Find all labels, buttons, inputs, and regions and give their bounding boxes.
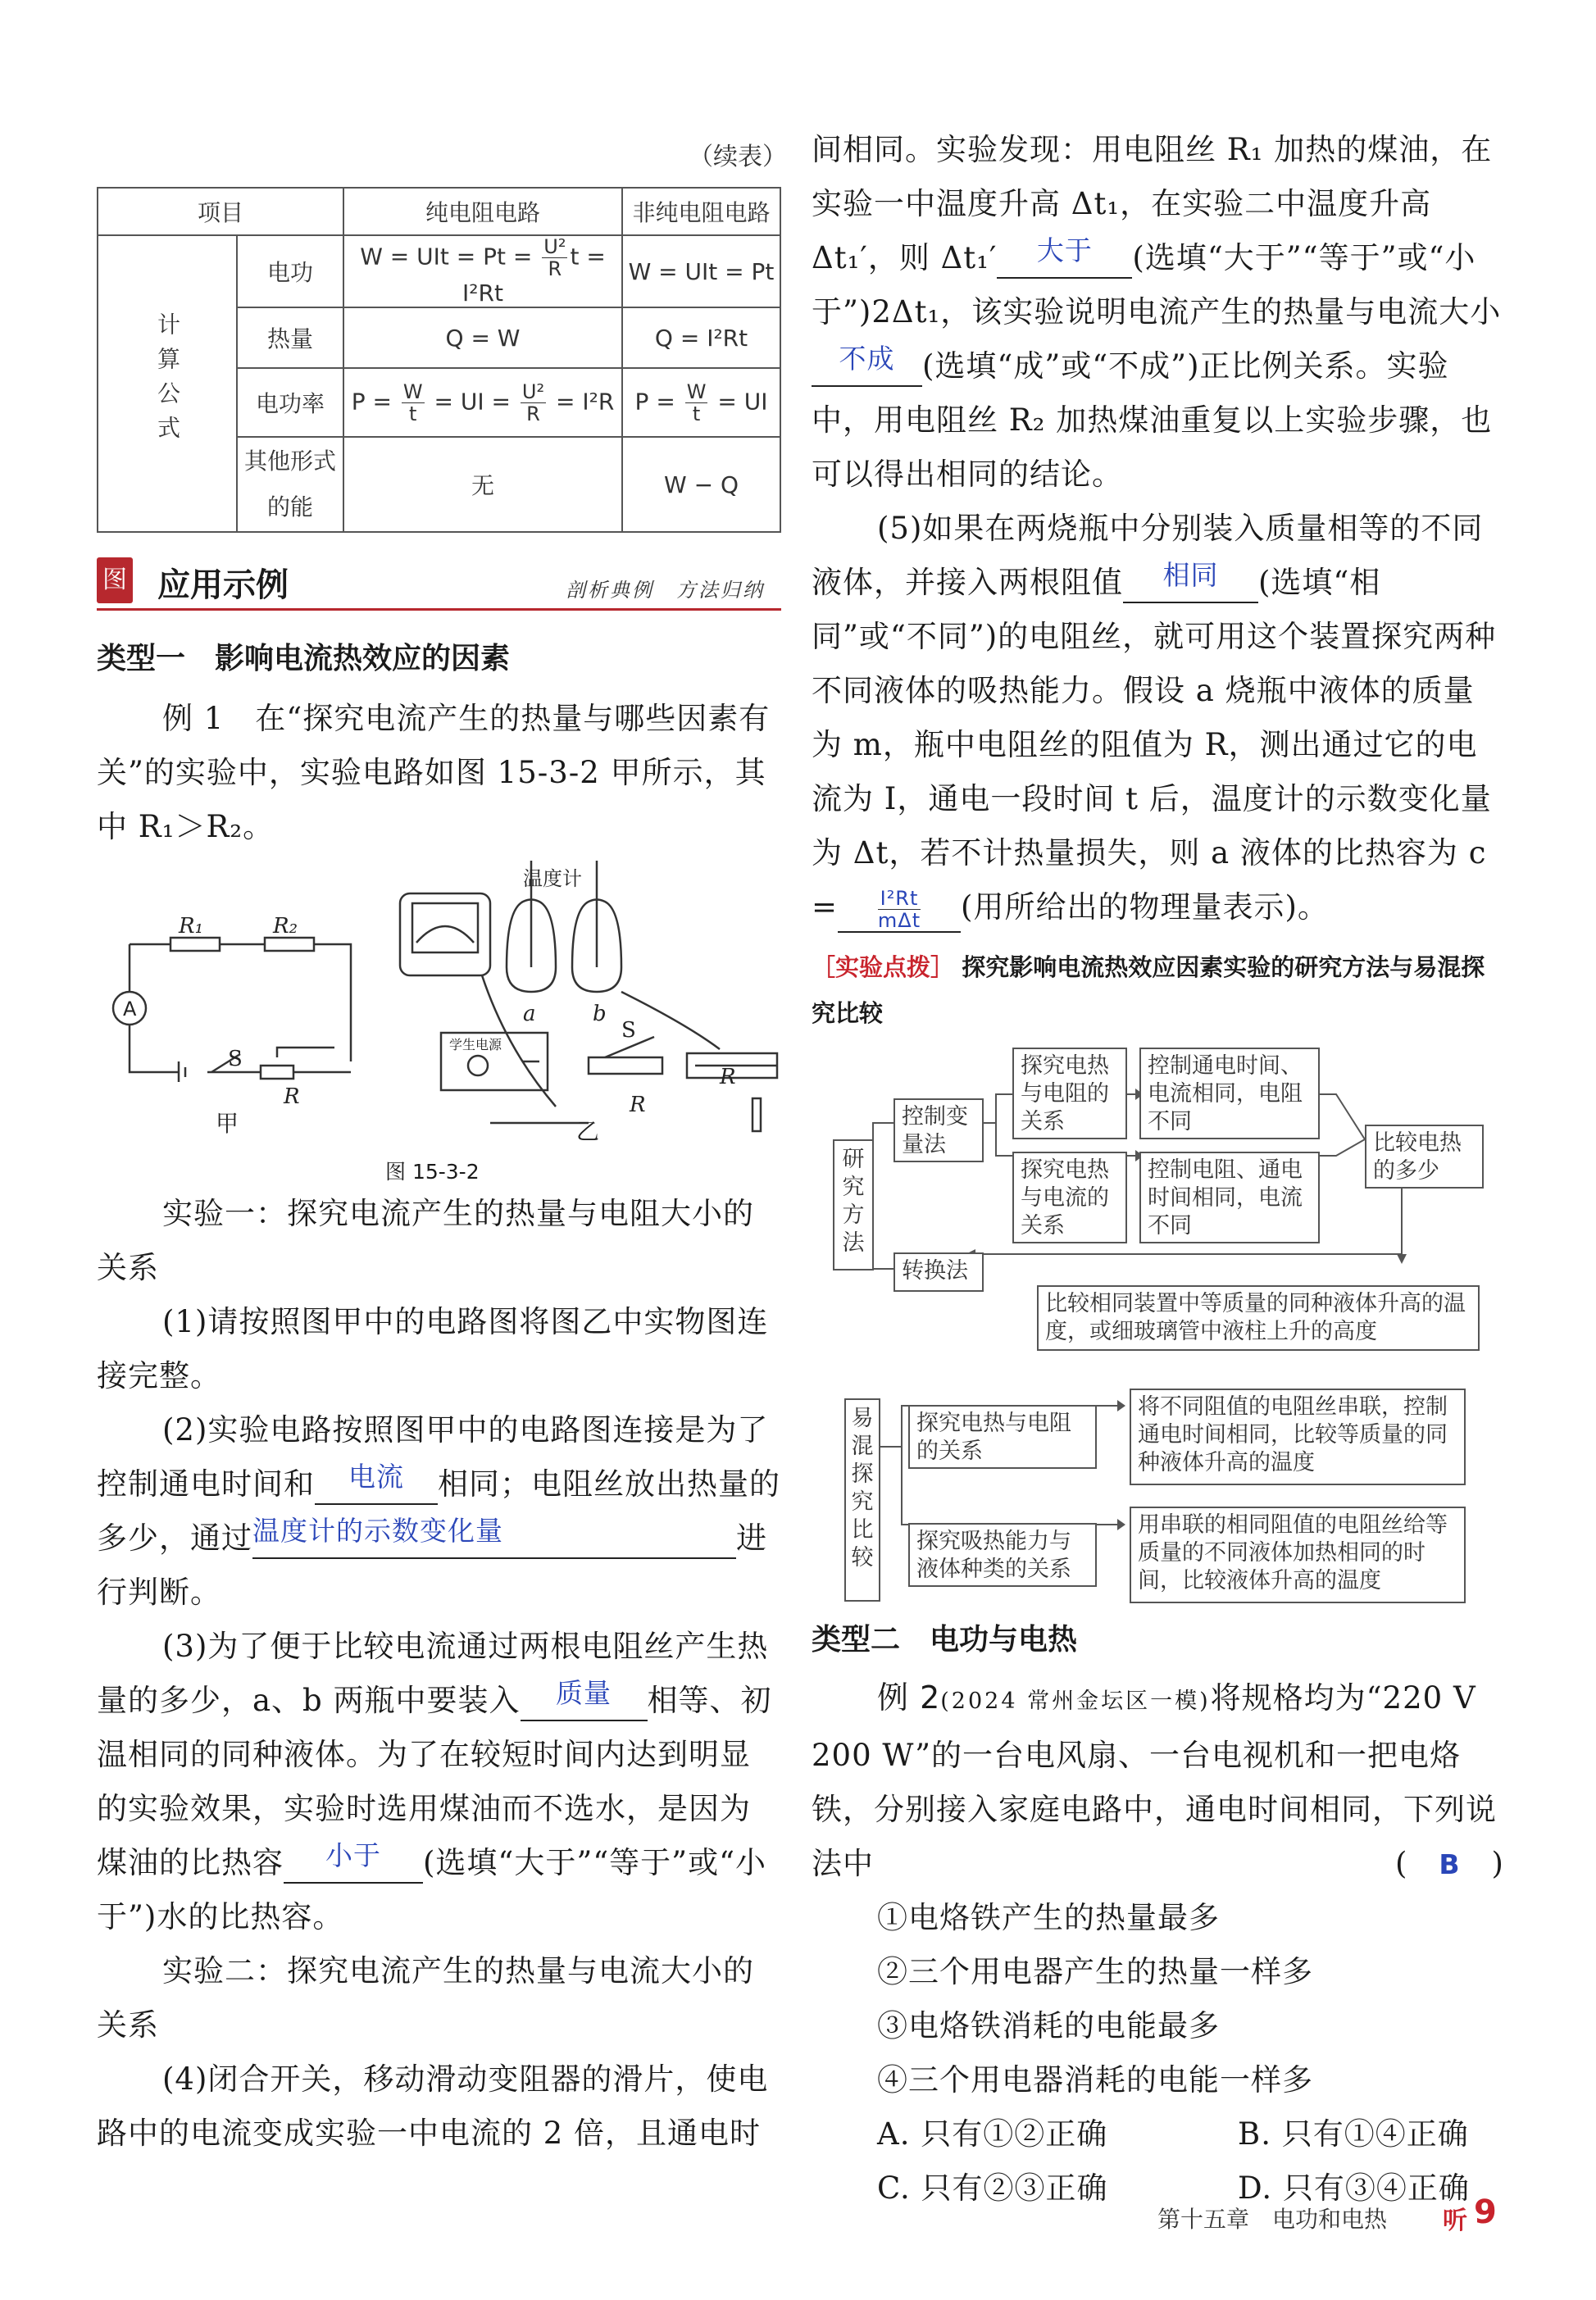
flow1-control-method: 控制变量法 — [893, 1098, 984, 1162]
experiment1-title: 实验一：探究电流产生的热量与电阻大小的关系 — [97, 1196, 754, 1285]
table-group-cell — [98, 235, 237, 532]
flow2-d1: 探究吸热能力与液体种类的关系 — [908, 1523, 1097, 1587]
type2-heading: 类型二 电功与电热 — [812, 1623, 1078, 1657]
formula-table — [97, 187, 781, 533]
label-r1: R₁ — [179, 914, 203, 939]
section-title: 应用示例 — [157, 566, 289, 604]
flow1-compare: 比较电热的多少 — [1365, 1125, 1484, 1189]
q4-answer1-blank: 大于 — [997, 240, 1132, 279]
table-cell-formula: P = $\frac{W}{t}$ = UI = $\frac{\text{U²}}{R}$ = I²R — [343, 368, 622, 437]
flow2-d2: 用串联的相同阻值的电阻丝给等质量的不同液体加热相同的时间，比较液体升高的温度 — [1130, 1507, 1466, 1603]
q2-answer2-blank: 温度计的示数变化量 — [252, 1520, 736, 1559]
label-b: b — [593, 1002, 607, 1026]
table-cell-formula: Q = I²Rt — [622, 307, 780, 368]
label-r-apparatus: R — [630, 1093, 646, 1117]
table-cell-formula: W − Q — [622, 437, 780, 532]
label-a: a — [523, 1002, 536, 1026]
tip-label: ［实验点拨］ — [812, 953, 955, 981]
q3-answer2-blank: 小于 — [284, 1845, 423, 1884]
table-header-nonpure: 非纯电阻电路 — [622, 188, 780, 235]
page-number: 9 — [1474, 2193, 1497, 2231]
example2-stem: 例 2(2024 常州金坛区一模)将规格均为“220 V 200 W”的一台电风扇、一台电视机和一把电烙铁，分别接入家庭电路中，通电时间相同，下列说法中 ( B ) — [812, 1670, 1504, 1891]
table-group-label: 计算公式 — [154, 311, 181, 450]
example2-body — [812, 1670, 1507, 2216]
section-divider — [97, 608, 781, 611]
label-power-supply: 学生电源 — [449, 1037, 502, 1052]
flow1-root: 研究方法 — [833, 1139, 874, 1270]
example2-answer-bracket: ( B ) — [1394, 1846, 1504, 1881]
option-d: D. 只有③④正确 — [1238, 2170, 1470, 2206]
q5-answer-formula: $\frac{\text{I²Rt}}{\text{mΔt}}$ — [838, 888, 961, 933]
table-row-label: 其他形式的能 — [237, 437, 343, 532]
right-column-body — [812, 123, 1504, 934]
label-thermometer: 温度计 — [523, 867, 582, 890]
label-r2: R₂ — [273, 914, 298, 939]
figure-caption: 图 15-3-2 — [385, 1160, 480, 1184]
left-column-body — [97, 1187, 781, 2161]
experiment2-title: 实验二：探究电流产生的热量与电流大小的关系 — [97, 1953, 754, 2043]
example2-source: (2024 常州金坛区一模) — [940, 1689, 1211, 1714]
flow1-b1: 探究电热与电流的关系 — [1012, 1152, 1127, 1243]
label-s2: S — [621, 1018, 636, 1043]
example2-options — [812, 2107, 1504, 2216]
continued-label: （续表） — [689, 143, 787, 171]
flow1-convert-desc: 比较相同装置中等质量的同种液体升高的温度，或细玻璃管中液柱上升的高度 — [1037, 1285, 1480, 1351]
option-c: C. 只有②③正确 — [877, 2170, 1108, 2206]
option-a: A. 只有①②正确 — [877, 2116, 1108, 2152]
table-cell-formula: W = UIt = Pt — [622, 235, 780, 307]
table-header-item: 项目 — [98, 188, 343, 235]
section-header — [97, 557, 781, 607]
footer-chapter: 第十五章 电功和电热 — [1157, 2206, 1388, 2233]
flow2-root: 易混探究比较 — [844, 1398, 880, 1602]
type1-heading: 类型一 影响电流热效应的因素 — [97, 642, 511, 675]
table-row-label: 电功率 — [237, 368, 343, 437]
footer-tag: 听 — [1443, 2207, 1467, 2235]
table-cell-formula: 无 — [343, 437, 622, 532]
q5-answer1-blank: 相同 — [1123, 565, 1258, 603]
question2: (2)实验电路按照图甲中的电路图连接是为了控制通电时间和 电流 相同；电阻丝放出热量的多少，通过温度计的示数变化量 进行判断。 — [97, 1412, 780, 1610]
label-s: S — [228, 1047, 243, 1071]
flow1-a1: 探究电热与电阻的关系 — [1012, 1048, 1127, 1139]
list-item: ③电烙铁消耗的电能最多 — [877, 2008, 1220, 2043]
flow1-b2: 控制电阻、通电时间相同，电流不同 — [1139, 1152, 1320, 1243]
table-cell-formula: P = $\frac{W}{t}$ = UI — [622, 368, 780, 437]
list-item: ①电烙铁产生的热量最多 — [877, 1900, 1220, 1935]
list-item: ④三个用电器消耗的电能一样多 — [877, 2062, 1313, 2098]
table-cell-formula: W = UIt = Pt = $\frac{\text{U²}}{R}$ t = I²Rt — [343, 235, 622, 307]
label-r: R — [284, 1084, 300, 1109]
circuit-figure — [97, 861, 781, 1180]
question1: (1)请按照图甲中的电路图将图乙中实物图连接完整。 — [97, 1304, 769, 1393]
list-item: ②三个用电器产生的热量一样多 — [877, 1954, 1313, 1989]
question3: (3)为了便于比较电流通过两根电阻丝产生热量的多少，a、b 两瓶中要装入 质量 相等、初温相同的同种液体。为了在较短时间内达到明显的实验效果，实验时选用煤油而不选水，是因为煤油的比热容 小于 (选填“大于”“等于”或“小于”)水的比热容。 — [97, 1629, 772, 1934]
flow1-convert-method: 转换法 — [893, 1252, 984, 1292]
question4-part1: (4)闭合开关，移动滑动变阻器的滑片，使电路中的电流变成实验一中电流的 2 倍，且通电时 — [97, 2061, 769, 2151]
q2-answer1-blank: 电流 — [315, 1466, 438, 1505]
q4-answer2-blank: 不成 — [812, 348, 922, 387]
label-jia: 甲 — [216, 1110, 239, 1137]
q3-answer1-blank: 质量 — [521, 1683, 648, 1721]
option-b: B. 只有①④正确 — [1238, 2116, 1469, 2152]
example2-items — [812, 1891, 1504, 2107]
table-cell-formula: Q = W — [343, 307, 622, 368]
ammeter-icon: A — [123, 998, 137, 1020]
flow1-a2: 控制通电时间、电流相同，电阻不同 — [1139, 1048, 1320, 1139]
table-header-pure: 纯电阻电路 — [343, 188, 622, 235]
question4-part2: 间相同。实验发现：用电阻丝 R₁ 加热的煤油，在实验一中温度升高 Δt₁，在实验二中温度升高 Δt₁′，则 Δt₁′ 大于 (选填“大于”“等于”或“小于”)2Δt₁，该实验说明电流产生的热量与电流大小不成 (选填“成”或“不成”)正比例关系。实验中，用电阻丝 R₂ 加热煤油重复以上实验步骤，也可以得出相同的结论。 — [812, 132, 1502, 492]
experiment-tip — [812, 944, 1504, 1036]
table-row-label: 热量 — [237, 307, 343, 368]
example1-intro: 例 1 在“探究电流产生的热量与哪些因素有关”的实验中，实验电路如图 15-3-2 甲所示，其中 R₁＞R₂。 — [97, 701, 771, 844]
example2-answer: B — [1439, 1848, 1461, 1880]
label-yi: 乙 — [576, 1118, 600, 1145]
flow2-c1: 探究电热与电阻的关系 — [908, 1405, 1097, 1469]
label-r-rheostat: R — [720, 1065, 736, 1089]
question5: (5)如果在两烧瓶中分别装入质量相等的不同液体，并接入两根阻值 相同 (选填“相同”或“不同”)的电阻丝，就可用这个装置探究两种不同液体的吸热能力。假设 a 烧瓶中液体的质量为 m，瓶中电阻丝的阻值为 R，测出通过它的电流为 I，通电一段时间 t 后，温度计的示数变化量为 Δt，若不计热量损失，则 a 液体的比热容为 c = $\frac{\text{I²Rt}}{\text{mΔt}}$ (用所给出的物理量表示)。 — [812, 511, 1497, 932]
section-icon: 图 — [97, 557, 133, 603]
section-subtitle: 剖析典例 方法归纳 — [566, 579, 765, 602]
tip-title: 探究影响电流热效应因素实验的研究方法与易混探究比较 — [812, 953, 1485, 1027]
flow2-c2: 将不同阻值的电阻丝串联，控制通电时间相同，比较等质量的同种液体升高的温度 — [1130, 1389, 1466, 1485]
table-row-label: 电功 — [237, 235, 343, 307]
